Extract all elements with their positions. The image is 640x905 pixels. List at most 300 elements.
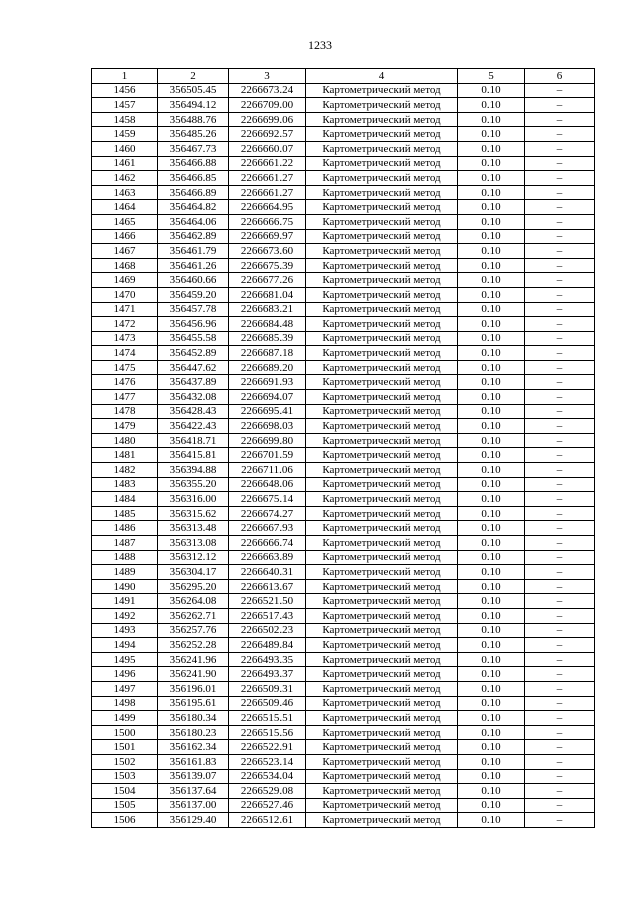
accuracy-cell: 0.10 bbox=[458, 725, 525, 740]
method-cell: Картометрический метод bbox=[306, 536, 458, 551]
y-coordinate-cell: 2266677.26 bbox=[229, 273, 306, 288]
accuracy-cell: 0.10 bbox=[458, 258, 525, 273]
method-cell: Картометрический метод bbox=[306, 652, 458, 667]
method-cell: Картометрический метод bbox=[306, 784, 458, 799]
accuracy-cell: 0.10 bbox=[458, 594, 525, 609]
note-cell: – bbox=[525, 273, 595, 288]
accuracy-cell: 0.10 bbox=[458, 652, 525, 667]
table-row bbox=[92, 652, 595, 667]
accuracy-cell: 0.10 bbox=[458, 769, 525, 784]
note-cell: – bbox=[525, 98, 595, 113]
method-cell: Картометрический метод bbox=[306, 156, 458, 171]
x-coordinate-cell: 356312.12 bbox=[158, 550, 229, 565]
column-header-3: 3 bbox=[229, 69, 306, 84]
point-number-cell: 1469 bbox=[92, 273, 158, 288]
table-row bbox=[92, 229, 595, 244]
point-number-cell: 1503 bbox=[92, 769, 158, 784]
y-coordinate-cell: 2266698.03 bbox=[229, 419, 306, 434]
x-coordinate-cell: 356466.88 bbox=[158, 156, 229, 171]
note-cell: – bbox=[525, 185, 595, 200]
method-cell: Картометрический метод bbox=[306, 521, 458, 536]
method-cell: Картометрический метод bbox=[306, 594, 458, 609]
accuracy-cell: 0.10 bbox=[458, 214, 525, 229]
accuracy-cell: 0.10 bbox=[458, 696, 525, 711]
point-number-cell: 1497 bbox=[92, 681, 158, 696]
note-cell: – bbox=[525, 725, 595, 740]
accuracy-cell: 0.10 bbox=[458, 521, 525, 536]
point-number-cell: 1463 bbox=[92, 185, 158, 200]
method-cell: Картометрический метод bbox=[306, 287, 458, 302]
note-cell: – bbox=[525, 681, 595, 696]
note-cell: – bbox=[525, 419, 595, 434]
y-coordinate-cell: 2266673.60 bbox=[229, 244, 306, 259]
table-row bbox=[92, 244, 595, 259]
accuracy-cell: 0.10 bbox=[458, 390, 525, 405]
method-cell: Картометрический метод bbox=[306, 346, 458, 361]
table-row bbox=[92, 419, 595, 434]
accuracy-cell: 0.10 bbox=[458, 463, 525, 478]
table-row bbox=[92, 127, 595, 142]
table-row bbox=[92, 667, 595, 682]
x-coordinate-cell: 356313.48 bbox=[158, 521, 229, 536]
note-cell: – bbox=[525, 594, 595, 609]
x-coordinate-cell: 356459.20 bbox=[158, 287, 229, 302]
table-row bbox=[92, 346, 595, 361]
note-cell: – bbox=[525, 608, 595, 623]
note-cell: – bbox=[525, 244, 595, 259]
x-coordinate-cell: 356139.07 bbox=[158, 769, 229, 784]
y-coordinate-cell: 2266667.93 bbox=[229, 521, 306, 536]
y-coordinate-cell: 2266517.43 bbox=[229, 608, 306, 623]
x-coordinate-cell: 356422.43 bbox=[158, 419, 229, 434]
x-coordinate-cell: 356455.58 bbox=[158, 331, 229, 346]
y-coordinate-cell: 2266691.93 bbox=[229, 375, 306, 390]
point-number-cell: 1487 bbox=[92, 536, 158, 551]
method-cell: Картометрический метод bbox=[306, 229, 458, 244]
method-cell: Картометрический метод bbox=[306, 696, 458, 711]
x-coordinate-cell: 356466.89 bbox=[158, 185, 229, 200]
accuracy-cell: 0.10 bbox=[458, 754, 525, 769]
point-number-cell: 1466 bbox=[92, 229, 158, 244]
y-coordinate-cell: 2266664.95 bbox=[229, 200, 306, 215]
table-row bbox=[92, 711, 595, 726]
note-cell: – bbox=[525, 390, 595, 405]
y-coordinate-cell: 2266527.46 bbox=[229, 798, 306, 813]
x-coordinate-cell: 356241.96 bbox=[158, 652, 229, 667]
note-cell: – bbox=[525, 477, 595, 492]
table-row bbox=[92, 273, 595, 288]
table-row bbox=[92, 565, 595, 580]
note-cell: – bbox=[525, 711, 595, 726]
accuracy-cell: 0.10 bbox=[458, 229, 525, 244]
method-cell: Картометрический метод bbox=[306, 579, 458, 594]
note-cell: – bbox=[525, 521, 595, 536]
accuracy-cell: 0.10 bbox=[458, 711, 525, 726]
table-row bbox=[92, 740, 595, 755]
accuracy-cell: 0.10 bbox=[458, 419, 525, 434]
point-number-cell: 1456 bbox=[92, 83, 158, 98]
y-coordinate-cell: 2266699.80 bbox=[229, 433, 306, 448]
method-cell: Картометрический метод bbox=[306, 681, 458, 696]
method-cell: Картометрический метод bbox=[306, 433, 458, 448]
method-cell: Картометрический метод bbox=[306, 214, 458, 229]
point-number-cell: 1483 bbox=[92, 477, 158, 492]
table-body bbox=[92, 83, 595, 827]
point-number-cell: 1468 bbox=[92, 258, 158, 273]
note-cell: – bbox=[525, 448, 595, 463]
point-number-cell: 1457 bbox=[92, 98, 158, 113]
point-number-cell: 1493 bbox=[92, 623, 158, 638]
y-coordinate-cell: 2266661.22 bbox=[229, 156, 306, 171]
coordinates-table bbox=[91, 68, 595, 828]
accuracy-cell: 0.10 bbox=[458, 667, 525, 682]
y-coordinate-cell: 2266692.57 bbox=[229, 127, 306, 142]
table-row bbox=[92, 798, 595, 813]
method-cell: Картометрический метод bbox=[306, 112, 458, 127]
y-coordinate-cell: 2266529.08 bbox=[229, 784, 306, 799]
note-cell: – bbox=[525, 536, 595, 551]
x-coordinate-cell: 356456.96 bbox=[158, 317, 229, 332]
accuracy-cell: 0.10 bbox=[458, 83, 525, 98]
point-number-cell: 1472 bbox=[92, 317, 158, 332]
accuracy-cell: 0.10 bbox=[458, 346, 525, 361]
point-number-cell: 1504 bbox=[92, 784, 158, 799]
x-coordinate-cell: 356488.76 bbox=[158, 112, 229, 127]
x-coordinate-cell: 356447.62 bbox=[158, 360, 229, 375]
method-cell: Картометрический метод bbox=[306, 623, 458, 638]
x-coordinate-cell: 356304.17 bbox=[158, 565, 229, 580]
table-row bbox=[92, 112, 595, 127]
x-coordinate-cell: 356467.73 bbox=[158, 141, 229, 156]
table-row bbox=[92, 681, 595, 696]
accuracy-cell: 0.10 bbox=[458, 156, 525, 171]
table-row bbox=[92, 769, 595, 784]
x-coordinate-cell: 356162.34 bbox=[158, 740, 229, 755]
note-cell: – bbox=[525, 754, 595, 769]
point-number-cell: 1475 bbox=[92, 360, 158, 375]
note-cell: – bbox=[525, 360, 595, 375]
table-row bbox=[92, 287, 595, 302]
y-coordinate-cell: 2266687.18 bbox=[229, 346, 306, 361]
y-coordinate-cell: 2266493.37 bbox=[229, 667, 306, 682]
table-row bbox=[92, 390, 595, 405]
point-number-cell: 1479 bbox=[92, 419, 158, 434]
y-coordinate-cell: 2266502.23 bbox=[229, 623, 306, 638]
y-coordinate-cell: 2266661.27 bbox=[229, 185, 306, 200]
table-row bbox=[92, 696, 595, 711]
point-number-cell: 1474 bbox=[92, 346, 158, 361]
y-coordinate-cell: 2266684.48 bbox=[229, 317, 306, 332]
note-cell: – bbox=[525, 346, 595, 361]
x-coordinate-cell: 356262.71 bbox=[158, 608, 229, 623]
point-number-cell: 1484 bbox=[92, 492, 158, 507]
note-cell: – bbox=[525, 638, 595, 653]
accuracy-cell: 0.10 bbox=[458, 200, 525, 215]
accuracy-cell: 0.10 bbox=[458, 579, 525, 594]
table-row bbox=[92, 725, 595, 740]
note-cell: – bbox=[525, 156, 595, 171]
note-cell: – bbox=[525, 667, 595, 682]
point-number-cell: 1505 bbox=[92, 798, 158, 813]
method-cell: Картометрический метод bbox=[306, 302, 458, 317]
note-cell: – bbox=[525, 141, 595, 156]
point-number-cell: 1459 bbox=[92, 127, 158, 142]
x-coordinate-cell: 356241.90 bbox=[158, 667, 229, 682]
note-cell: – bbox=[525, 112, 595, 127]
x-coordinate-cell: 356466.85 bbox=[158, 171, 229, 186]
method-cell: Картометрический метод bbox=[306, 419, 458, 434]
table-row bbox=[92, 214, 595, 229]
point-number-cell: 1458 bbox=[92, 112, 158, 127]
accuracy-cell: 0.10 bbox=[458, 375, 525, 390]
x-coordinate-cell: 356485.26 bbox=[158, 127, 229, 142]
note-cell: – bbox=[525, 229, 595, 244]
y-coordinate-cell: 2266685.39 bbox=[229, 331, 306, 346]
note-cell: – bbox=[525, 623, 595, 638]
note-cell: – bbox=[525, 492, 595, 507]
point-number-cell: 1476 bbox=[92, 375, 158, 390]
method-cell: Картометрический метод bbox=[306, 463, 458, 478]
y-coordinate-cell: 2266674.27 bbox=[229, 506, 306, 521]
note-cell: – bbox=[525, 652, 595, 667]
table-row bbox=[92, 317, 595, 332]
table-row bbox=[92, 463, 595, 478]
y-coordinate-cell: 2266512.61 bbox=[229, 813, 306, 828]
y-coordinate-cell: 2266709.00 bbox=[229, 98, 306, 113]
method-cell: Картометрический метод bbox=[306, 740, 458, 755]
table-row bbox=[92, 200, 595, 215]
y-coordinate-cell: 2266613.67 bbox=[229, 579, 306, 594]
method-cell: Картометрический метод bbox=[306, 550, 458, 565]
x-coordinate-cell: 356137.00 bbox=[158, 798, 229, 813]
note-cell: – bbox=[525, 302, 595, 317]
x-coordinate-cell: 356295.20 bbox=[158, 579, 229, 594]
accuracy-cell: 0.10 bbox=[458, 798, 525, 813]
point-number-cell: 1477 bbox=[92, 390, 158, 405]
y-coordinate-cell: 2266648.06 bbox=[229, 477, 306, 492]
y-coordinate-cell: 2266521.50 bbox=[229, 594, 306, 609]
method-cell: Картометрический метод bbox=[306, 360, 458, 375]
note-cell: – bbox=[525, 579, 595, 594]
x-coordinate-cell: 356196.01 bbox=[158, 681, 229, 696]
point-number-cell: 1461 bbox=[92, 156, 158, 171]
point-number-cell: 1506 bbox=[92, 813, 158, 828]
y-coordinate-cell: 2266694.07 bbox=[229, 390, 306, 405]
x-coordinate-cell: 356418.71 bbox=[158, 433, 229, 448]
point-number-cell: 1490 bbox=[92, 579, 158, 594]
x-coordinate-cell: 356460.66 bbox=[158, 273, 229, 288]
method-cell: Картометрический метод bbox=[306, 317, 458, 332]
x-coordinate-cell: 356137.64 bbox=[158, 784, 229, 799]
table-row bbox=[92, 156, 595, 171]
y-coordinate-cell: 2266660.07 bbox=[229, 141, 306, 156]
x-coordinate-cell: 356316.00 bbox=[158, 492, 229, 507]
table-row bbox=[92, 360, 595, 375]
y-coordinate-cell: 2266509.46 bbox=[229, 696, 306, 711]
table-row bbox=[92, 98, 595, 113]
table-row bbox=[92, 375, 595, 390]
point-number-cell: 1500 bbox=[92, 725, 158, 740]
accuracy-cell: 0.10 bbox=[458, 784, 525, 799]
method-cell: Картометрический метод bbox=[306, 754, 458, 769]
accuracy-cell: 0.10 bbox=[458, 550, 525, 565]
table-row bbox=[92, 492, 595, 507]
method-cell: Картометрический метод bbox=[306, 769, 458, 784]
method-cell: Картометрический метод bbox=[306, 244, 458, 259]
accuracy-cell: 0.10 bbox=[458, 317, 525, 332]
point-number-cell: 1496 bbox=[92, 667, 158, 682]
y-coordinate-cell: 2266681.04 bbox=[229, 287, 306, 302]
column-header-4: 4 bbox=[306, 69, 458, 84]
note-cell: – bbox=[525, 463, 595, 478]
note-cell: – bbox=[525, 433, 595, 448]
y-coordinate-cell: 2266515.56 bbox=[229, 725, 306, 740]
accuracy-cell: 0.10 bbox=[458, 112, 525, 127]
table-row bbox=[92, 813, 595, 828]
method-cell: Картометрический метод bbox=[306, 200, 458, 215]
table-row bbox=[92, 302, 595, 317]
table-row bbox=[92, 477, 595, 492]
point-number-cell: 1467 bbox=[92, 244, 158, 259]
note-cell: – bbox=[525, 287, 595, 302]
accuracy-cell: 0.10 bbox=[458, 98, 525, 113]
note-cell: – bbox=[525, 769, 595, 784]
point-number-cell: 1486 bbox=[92, 521, 158, 536]
accuracy-cell: 0.10 bbox=[458, 287, 525, 302]
point-number-cell: 1485 bbox=[92, 506, 158, 521]
method-cell: Картометрический метод bbox=[306, 798, 458, 813]
note-cell: – bbox=[525, 740, 595, 755]
y-coordinate-cell: 2266666.75 bbox=[229, 214, 306, 229]
y-coordinate-cell: 2266683.21 bbox=[229, 302, 306, 317]
point-number-cell: 1494 bbox=[92, 638, 158, 653]
table-row bbox=[92, 185, 595, 200]
y-coordinate-cell: 2266675.39 bbox=[229, 258, 306, 273]
x-coordinate-cell: 356129.40 bbox=[158, 813, 229, 828]
point-number-cell: 1462 bbox=[92, 171, 158, 186]
column-header-2: 2 bbox=[158, 69, 229, 84]
method-cell: Картометрический метод bbox=[306, 390, 458, 405]
note-cell: – bbox=[525, 550, 595, 565]
accuracy-cell: 0.10 bbox=[458, 477, 525, 492]
x-coordinate-cell: 356432.08 bbox=[158, 390, 229, 405]
point-number-cell: 1495 bbox=[92, 652, 158, 667]
accuracy-cell: 0.10 bbox=[458, 244, 525, 259]
y-coordinate-cell: 2266675.14 bbox=[229, 492, 306, 507]
method-cell: Картометрический метод bbox=[306, 448, 458, 463]
table-row bbox=[92, 506, 595, 521]
note-cell: – bbox=[525, 258, 595, 273]
point-number-cell: 1498 bbox=[92, 696, 158, 711]
x-coordinate-cell: 356394.88 bbox=[158, 463, 229, 478]
x-coordinate-cell: 356464.82 bbox=[158, 200, 229, 215]
accuracy-cell: 0.10 bbox=[458, 302, 525, 317]
method-cell: Картометрический метод bbox=[306, 813, 458, 828]
x-coordinate-cell: 356462.89 bbox=[158, 229, 229, 244]
method-cell: Картометрический метод bbox=[306, 477, 458, 492]
point-number-cell: 1491 bbox=[92, 594, 158, 609]
y-coordinate-cell: 2266661.27 bbox=[229, 171, 306, 186]
table-row bbox=[92, 331, 595, 346]
method-cell: Картометрический метод bbox=[306, 273, 458, 288]
table-header-row bbox=[92, 69, 595, 84]
method-cell: Картометрический метод bbox=[306, 667, 458, 682]
method-cell: Картометрический метод bbox=[306, 171, 458, 186]
note-cell: – bbox=[525, 83, 595, 98]
point-number-cell: 1502 bbox=[92, 754, 158, 769]
table-row bbox=[92, 258, 595, 273]
point-number-cell: 1489 bbox=[92, 565, 158, 580]
accuracy-cell: 0.10 bbox=[458, 608, 525, 623]
point-number-cell: 1492 bbox=[92, 608, 158, 623]
point-number-cell: 1482 bbox=[92, 463, 158, 478]
y-coordinate-cell: 2266666.74 bbox=[229, 536, 306, 551]
accuracy-cell: 0.10 bbox=[458, 448, 525, 463]
method-cell: Картометрический метод bbox=[306, 258, 458, 273]
y-coordinate-cell: 2266689.20 bbox=[229, 360, 306, 375]
y-coordinate-cell: 2266673.24 bbox=[229, 83, 306, 98]
table-row bbox=[92, 521, 595, 536]
point-number-cell: 1460 bbox=[92, 141, 158, 156]
y-coordinate-cell: 2266523.14 bbox=[229, 754, 306, 769]
accuracy-cell: 0.10 bbox=[458, 433, 525, 448]
method-cell: Картометрический метод bbox=[306, 185, 458, 200]
method-cell: Картометрический метод bbox=[306, 492, 458, 507]
point-number-cell: 1470 bbox=[92, 287, 158, 302]
accuracy-cell: 0.10 bbox=[458, 404, 525, 419]
table-row bbox=[92, 83, 595, 98]
x-coordinate-cell: 356461.26 bbox=[158, 258, 229, 273]
accuracy-cell: 0.10 bbox=[458, 638, 525, 653]
x-coordinate-cell: 356457.78 bbox=[158, 302, 229, 317]
table-row bbox=[92, 433, 595, 448]
y-coordinate-cell: 2266695.41 bbox=[229, 404, 306, 419]
accuracy-cell: 0.10 bbox=[458, 331, 525, 346]
accuracy-cell: 0.10 bbox=[458, 127, 525, 142]
note-cell: – bbox=[525, 171, 595, 186]
x-coordinate-cell: 356461.79 bbox=[158, 244, 229, 259]
x-coordinate-cell: 356464.06 bbox=[158, 214, 229, 229]
y-coordinate-cell: 2266711.06 bbox=[229, 463, 306, 478]
accuracy-cell: 0.10 bbox=[458, 813, 525, 828]
y-coordinate-cell: 2266701.59 bbox=[229, 448, 306, 463]
method-cell: Картометрический метод bbox=[306, 565, 458, 580]
accuracy-cell: 0.10 bbox=[458, 492, 525, 507]
point-number-cell: 1471 bbox=[92, 302, 158, 317]
table-row bbox=[92, 623, 595, 638]
note-cell: – bbox=[525, 813, 595, 828]
y-coordinate-cell: 2266699.06 bbox=[229, 112, 306, 127]
accuracy-cell: 0.10 bbox=[458, 185, 525, 200]
y-coordinate-cell: 2266489.84 bbox=[229, 638, 306, 653]
x-coordinate-cell: 356494.12 bbox=[158, 98, 229, 113]
column-header-5: 5 bbox=[458, 69, 525, 84]
method-cell: Картометрический метод bbox=[306, 711, 458, 726]
note-cell: – bbox=[525, 565, 595, 580]
accuracy-cell: 0.10 bbox=[458, 565, 525, 580]
method-cell: Картометрический метод bbox=[306, 331, 458, 346]
accuracy-cell: 0.10 bbox=[458, 171, 525, 186]
x-coordinate-cell: 356415.81 bbox=[158, 448, 229, 463]
table-row bbox=[92, 754, 595, 769]
note-cell: – bbox=[525, 506, 595, 521]
point-number-cell: 1480 bbox=[92, 433, 158, 448]
page-number: 1233 bbox=[308, 38, 332, 52]
point-number-cell: 1499 bbox=[92, 711, 158, 726]
note-cell: – bbox=[525, 798, 595, 813]
table-row bbox=[92, 638, 595, 653]
x-coordinate-cell: 356195.61 bbox=[158, 696, 229, 711]
